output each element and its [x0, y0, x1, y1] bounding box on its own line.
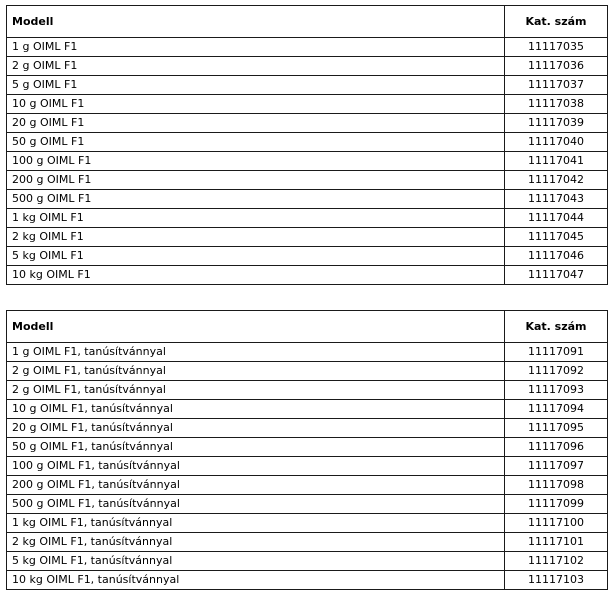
catalog-number-cell: 11117091 [505, 343, 608, 362]
model-cell: 5 kg OIML F1 [7, 247, 505, 266]
model-cell: 10 g OIML F1 [7, 95, 505, 114]
model-column-header: Modell [7, 6, 505, 38]
table-row [7, 133, 608, 152]
model-cell: 50 g OIML F1, tanúsítvánnyal [7, 438, 505, 457]
model-cell: 100 g OIML F1, tanúsítvánnyal [7, 457, 505, 476]
table-row [7, 152, 608, 171]
catalog-number-cell: 11117102 [505, 552, 608, 571]
model-cell: 10 kg OIML F1 [7, 266, 505, 285]
weights-table-body [7, 38, 608, 285]
table-row [7, 266, 608, 285]
catalog-number-cell: 11117036 [505, 57, 608, 76]
certified-weights-table [6, 310, 608, 590]
table-row [7, 457, 608, 476]
catalog-number-cell: 11117099 [505, 495, 608, 514]
model-cell: 50 g OIML F1 [7, 133, 505, 152]
model-cell: 2 kg OIML F1, tanúsítvánnyal [7, 533, 505, 552]
table-row [7, 381, 608, 400]
weights-table [6, 5, 608, 285]
catalog-number-cell: 11117100 [505, 514, 608, 533]
catalog-number-cell: 11117103 [505, 571, 608, 590]
catalog-number-cell: 11117101 [505, 533, 608, 552]
catalog-number-cell: 11117097 [505, 457, 608, 476]
table-row [7, 343, 608, 362]
model-cell: 10 g OIML F1, tanúsítvánnyal [7, 400, 505, 419]
model-cell: 1 kg OIML F1 [7, 209, 505, 228]
table-header-row [7, 311, 608, 343]
catalog-number-cell: 11117044 [505, 209, 608, 228]
certified-weights-table-body [7, 343, 608, 590]
catalog-number-cell: 11117043 [505, 190, 608, 209]
table-row [7, 514, 608, 533]
catalog-number-cell: 11117040 [505, 133, 608, 152]
table-header-row [7, 6, 608, 38]
table-row [7, 228, 608, 247]
table-row [7, 95, 608, 114]
model-cell: 2 g OIML F1, tanúsítvánnyal [7, 381, 505, 400]
catalog-number-cell: 11117047 [505, 266, 608, 285]
catalog-number-cell: 11117096 [505, 438, 608, 457]
catalog-number-cell: 11117095 [505, 419, 608, 438]
model-cell: 2 kg OIML F1 [7, 228, 505, 247]
table-row [7, 76, 608, 95]
catalog-number-column-header: Kat. szám [505, 6, 608, 38]
model-cell: 200 g OIML F1 [7, 171, 505, 190]
table-row [7, 552, 608, 571]
table-row [7, 571, 608, 590]
model-cell: 20 g OIML F1, tanúsítvánnyal [7, 419, 505, 438]
model-cell: 1 kg OIML F1, tanúsítvánnyal [7, 514, 505, 533]
catalog-number-cell: 11117035 [505, 38, 608, 57]
table-row [7, 57, 608, 76]
table-row [7, 38, 608, 57]
table-row [7, 495, 608, 514]
model-cell: 5 g OIML F1 [7, 76, 505, 95]
model-cell: 2 g OIML F1 [7, 57, 505, 76]
model-cell: 1 g OIML F1, tanúsítvánnyal [7, 343, 505, 362]
model-cell: 10 kg OIML F1, tanúsítvánnyal [7, 571, 505, 590]
catalog-number-cell: 11117045 [505, 228, 608, 247]
model-cell: 5 kg OIML F1, tanúsítvánnyal [7, 552, 505, 571]
catalog-number-cell: 11117098 [505, 476, 608, 495]
catalog-number-cell: 11117039 [505, 114, 608, 133]
catalog-number-cell: 11117042 [505, 171, 608, 190]
table-row [7, 362, 608, 381]
catalog-number-cell: 11117093 [505, 381, 608, 400]
catalog-number-cell: 11117041 [505, 152, 608, 171]
catalog-number-cell: 11117046 [505, 247, 608, 266]
model-cell: 1 g OIML F1 [7, 38, 505, 57]
model-cell: 100 g OIML F1 [7, 152, 505, 171]
table-row [7, 190, 608, 209]
table-row [7, 209, 608, 228]
catalog-number-cell: 11117094 [505, 400, 608, 419]
table-row [7, 438, 608, 457]
model-cell: 500 g OIML F1 [7, 190, 505, 209]
model-cell: 200 g OIML F1, tanúsítvánnyal [7, 476, 505, 495]
table-row [7, 400, 608, 419]
table-row [7, 171, 608, 190]
catalog-number-column-header: Kat. szám [505, 311, 608, 343]
model-cell: 500 g OIML F1, tanúsítvánnyal [7, 495, 505, 514]
table-row [7, 247, 608, 266]
model-cell: 2 g OIML F1, tanúsítvánnyal [7, 362, 505, 381]
table-row [7, 476, 608, 495]
catalog-number-cell: 11117038 [505, 95, 608, 114]
model-column-header: Modell [7, 311, 505, 343]
model-cell: 20 g OIML F1 [7, 114, 505, 133]
table-row [7, 114, 608, 133]
table-row [7, 533, 608, 552]
catalog-number-cell: 11117037 [505, 76, 608, 95]
catalog-number-cell: 11117092 [505, 362, 608, 381]
table-row [7, 419, 608, 438]
